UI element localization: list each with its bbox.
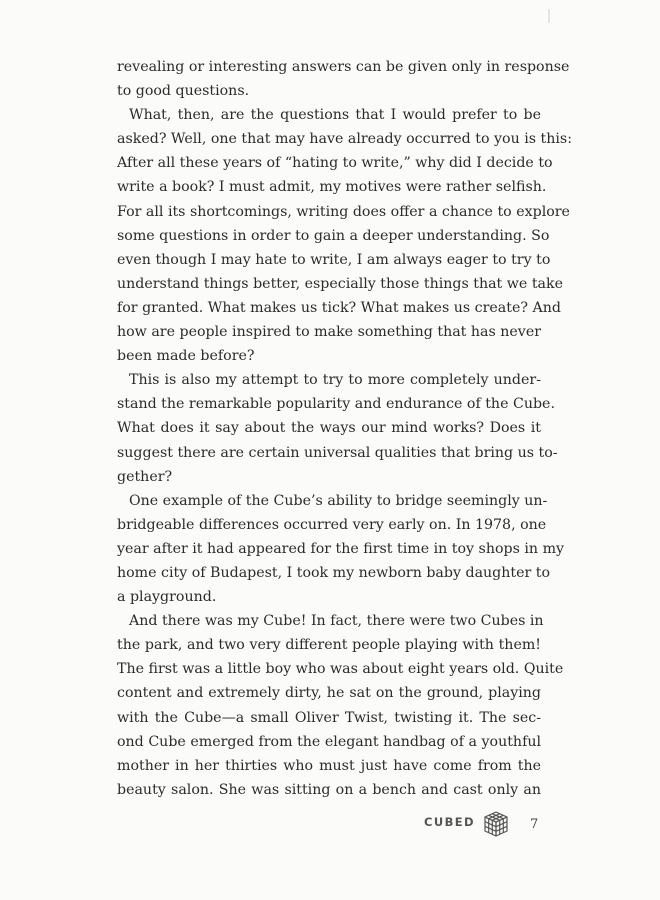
text-line: a playground.: [117, 589, 217, 606]
text-line: some questions in order to gain a deeper understanding. So: [117, 227, 550, 244]
text-line: been made before?: [117, 348, 255, 365]
text-line: how are people inspired to make something that has never: [117, 324, 541, 341]
text-line: to good questions.: [117, 83, 250, 100]
text-line: mother in her thirties who must just have come from the: [117, 757, 541, 774]
text-line: the park, and two very different people playing with them!: [117, 637, 541, 654]
text-line: suggest there are certain universal qualities that bring us to-: [117, 444, 558, 461]
text-line: One example of the Cube’s ability to bridge seemingly un-: [129, 492, 548, 509]
page-number: 7: [530, 817, 539, 832]
text-line: revealing or interesting answers can be given only in response: [117, 59, 570, 75]
text-line: This is also my attempt to try to more completely under-: [129, 372, 541, 389]
text-line: asked? Well, one that may have already occurred to you is this:: [117, 131, 572, 148]
text-line: beauty salon. She was sitting on a bench and cast only an: [117, 781, 541, 798]
text-line: After all these years of “hating to write,” why did I decide to: [117, 155, 553, 172]
text-line: year after it had appeared for the first time in toy shops in my: [117, 540, 565, 557]
text-line: stand the remarkable popularity and endurance of the Cube.: [117, 396, 555, 413]
page-edge-mark: [548, 9, 550, 23]
text-line: What does it say about the ways our mind works? Does it: [117, 420, 541, 437]
text-line: understand things better, especially those things that we take: [117, 275, 563, 292]
text-line: bridgeable differences occurred very early on. In 1978, one: [117, 516, 547, 533]
text-line: home city of Budapest, I took my newborn baby daughter to: [117, 564, 551, 581]
text-line: content and extremely dirty, he sat on the ground, playing: [117, 685, 541, 702]
text-line: And there was my Cube! In fact, there were two Cubes in: [129, 613, 544, 630]
text-line: gether?: [117, 468, 173, 485]
text-line: even though I may hate to write, I am always eager to try to: [117, 251, 551, 268]
text-line: What, then, are the questions that I would prefer to be: [129, 107, 541, 124]
text-line: ond Cube emerged from the elegant handbag of a youthful: [117, 733, 541, 750]
text-line: For all its shortcomings, writing does offer a chance to explore: [117, 203, 570, 220]
text-line: for granted. What makes us tick? What makes us create? And: [117, 299, 561, 316]
text-line: with the Cube—a small Oliver Twist, twisting it. The sec-: [117, 709, 541, 726]
text-line: write a book? I must admit, my motives were rather selfish.: [117, 179, 547, 196]
body-text: [117, 55, 572, 802]
rubiks-cube-icon: [482, 810, 510, 838]
page-footer: [424, 810, 544, 840]
running-head: CUBED: [424, 815, 475, 829]
text-line: The first was a little boy who was about eight years old. Quite: [117, 661, 564, 678]
